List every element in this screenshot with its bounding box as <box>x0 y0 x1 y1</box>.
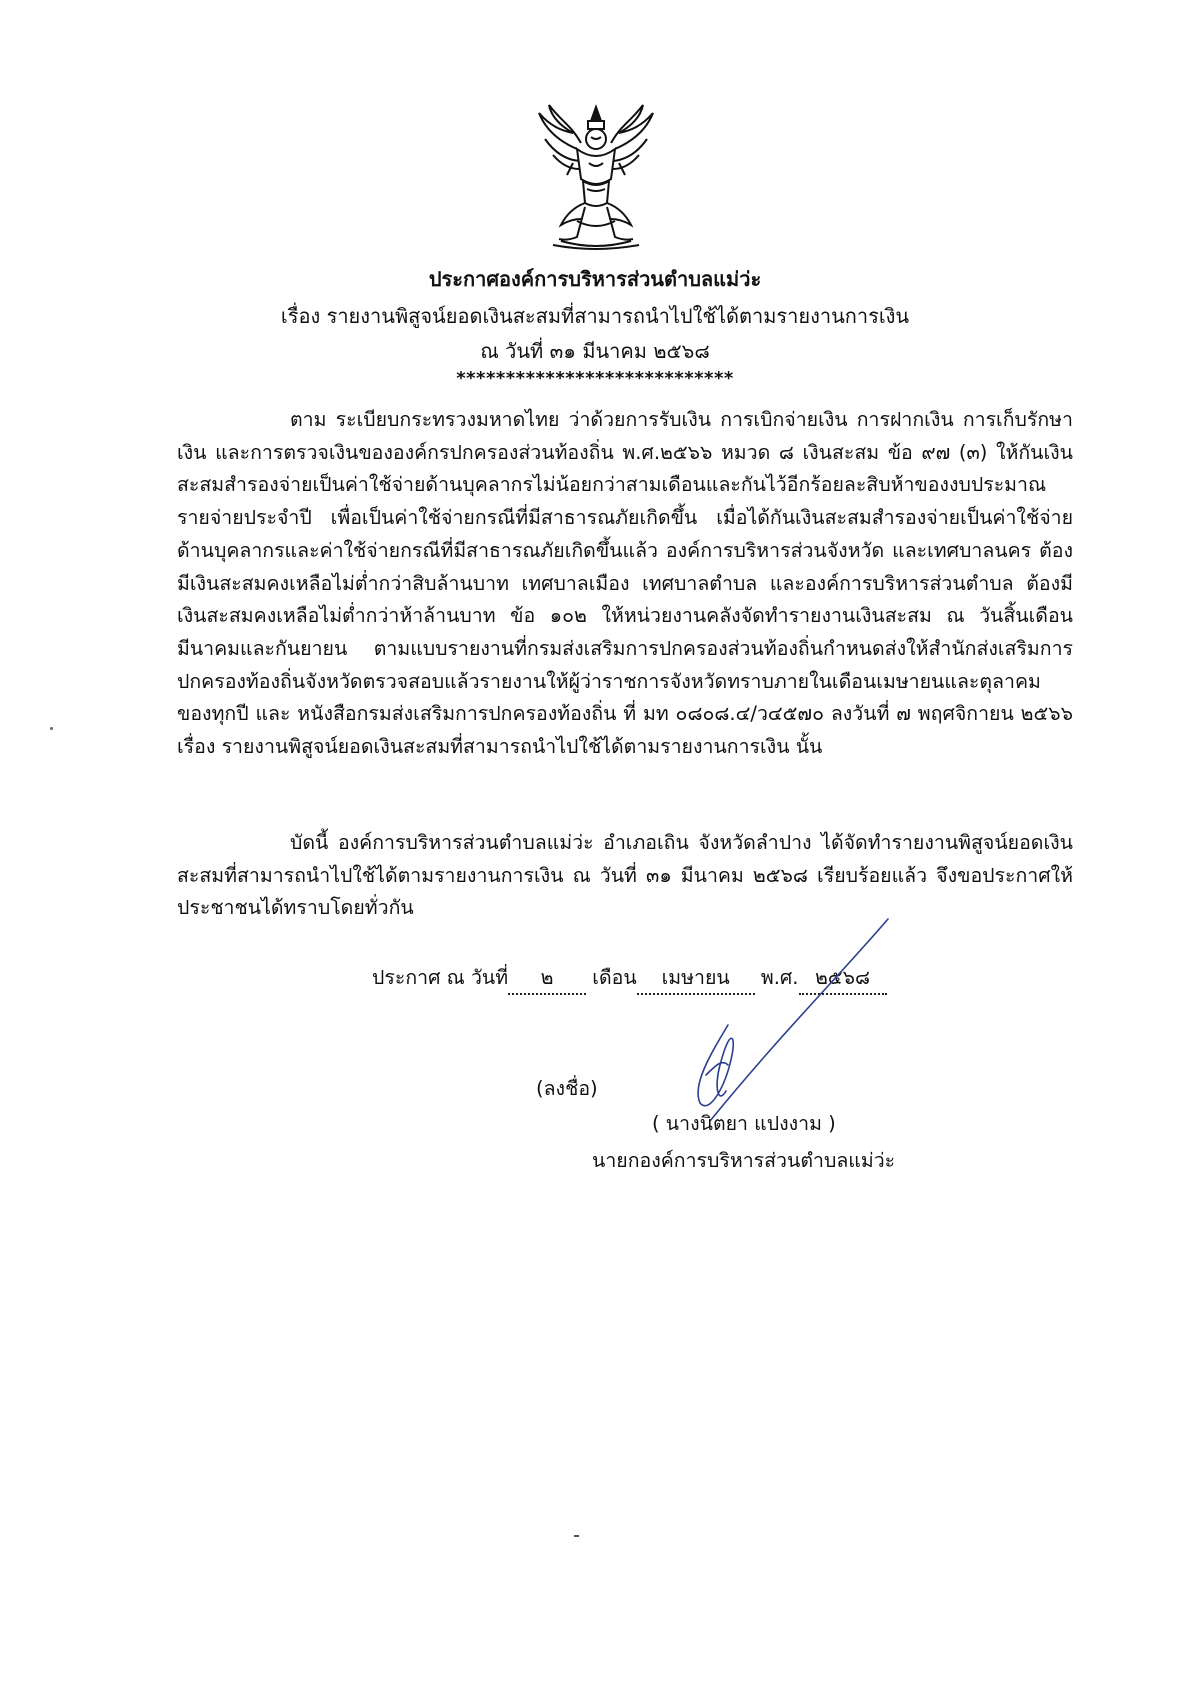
handwritten-signature-icon <box>670 915 900 1125</box>
announcement-year: ๒๕๖๘ <box>799 962 887 995</box>
scan-speck <box>50 727 53 730</box>
signed-label: (ลงชื่อ) <box>536 1077 598 1100</box>
body-paragraph-2: บัดนี้ องค์การบริหารส่วนตำบลแม่ว่ะ อำเภอเถิน จังหวัดลำปาง ได้จัดทำรายงานพิสูจน์ยอดเงินสะสมที่สามารถนำไปใช้ได้ตามรายงานการเงิน ณ วันที่ ๓๑ มีนาคม ๒๕๖๘ เรียบร้อยแล้ว จึงขอประกาศให้ประชาชนได้ทราบโดยทั่วกัน <box>177 831 1073 920</box>
announcement-month-label: เดือน <box>592 966 637 989</box>
separator-line: **************************** <box>456 368 734 389</box>
announcement-year-label: พ.ศ. <box>760 966 799 989</box>
signer-name: ( นางนิตยา แปงงาม ) <box>652 1112 836 1135</box>
announcement-month: เมษายน <box>637 962 755 995</box>
body-paragraph-1: ตาม ระเบียบกระทรวงมหาดไทย ว่าด้วยการรับเงิน การเบิกจ่ายเงิน การฝากเงิน การเก็บรักษาเงิน และการตรวจเงินขององค์กรปกครองส่วนท้องถิ่น พ.ศ.๒๕๖๖ หมวด ๘ เงินสะสม ข้อ ๙๗ (๓) ให้กันเงินสะสมสำรองจ่ายเป็นค่าใช้จ่ายด้านบุคลากรไม่น้อยกว่าสามเดือนและกันไว้อีกร้อยละสิบห้าของงบประมาณรายจ่ายประจำปี เพื่อเป็นค่าใช้จ่ายกรณีที่มีสาธารณภัยเกิดขึ้น เมื่อได้กันเงินสะสมสำรองจ่ายเป็นค่าใช้จ่ายด้านบุคลากรและค่าใช้จ่ายกรณีที่มีสาธารณภัยเกิดขึ้นแล้ว องค์การบริหารส่วนจังหวัด และเทศบาลนคร ต้องมีเงินสะสมคงเหลือไม่ต่ำกว่าสิบล้านบาท เทศบาลเมือง เทศบาลตำบล และองค์การบริหารส่วนตำบล ต้องมีเงินสะสมคงเหลือไม่ต่ำกว่าห้าล้านบาท ข้อ ๑๐๒ ให้หน่วยงานคลังจัดทำรายงานเงินสะสม ณ วันสิ้นเดือนมีนาคมและกันยายน ตามแบบรายงานที่กรมส่งเสริมการปกครองส่วนท้องถิ่นกำหนดส่งให้สำนักส่งเสริมการปกครองท้องถิ่นจังหวัดตรวจสอบแล้วรายงานให้ผู้ว่าราชการจังหวัดทราบภายในเดือนเมษายนและตุลาคมของทุกปี และ หนังสือกรมส่งเสริมการปกครองท้องถิ่น ที่ มท ๐๘๐๘.๔/ว๔๕๗๐ ลงวันที่ ๗ พฤศจิกายน ๒๕๖๖ เรื่อง รายงานพิสูจน์ยอดเงินสะสมที่สามารถนำไปใช้ได้ตามรายงานการเงิน นั้น <box>177 408 1073 759</box>
scan-mark <box>574 1535 579 1537</box>
garuda-emblem-icon <box>533 103 659 251</box>
signer-position: นายกองค์การบริหารส่วนตำบลแม่ว่ะ <box>592 1149 896 1172</box>
document-title: ประกาศองค์การบริหารส่วนตำบลแม่ว่ะ <box>428 267 762 291</box>
document-date: ณ วันที่ ๓๑ มีนาคม ๒๕๖๘ <box>480 339 710 363</box>
announcement-day: ๒ <box>508 962 586 995</box>
announcement-prefix: ประกาศ ณ วันที่ <box>372 966 509 989</box>
document-subject: เรื่อง รายงานพิสูจน์ยอดเงินสะสมที่สามารถนำไปใช้ได้ตามรายงานการเงิน <box>280 304 910 328</box>
